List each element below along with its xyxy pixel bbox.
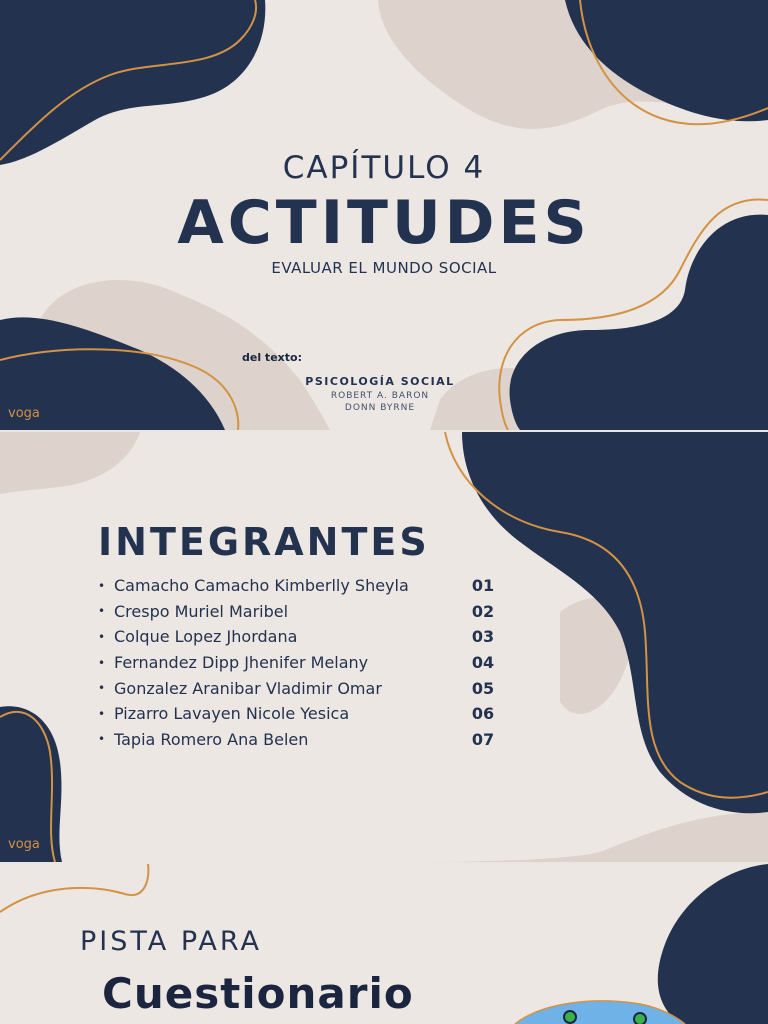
bullet: •	[98, 732, 106, 747]
slide-quiz	[0, 864, 768, 1024]
members-heading: INTEGRANTES	[98, 520, 430, 564]
member-list	[98, 573, 498, 752]
member-name: Fernandez Dipp Jhenifer Melany	[114, 653, 369, 673]
cover-subtitle: EVALUAR EL MUNDO SOCIAL	[271, 259, 497, 277]
sky-blob-bottom	[515, 1001, 685, 1024]
member-number: 05	[471, 678, 495, 698]
quiz-subtitle: PISTA PARA	[80, 926, 262, 957]
member-name: Tapia Romero Ana Belen	[114, 729, 309, 749]
list-item	[98, 675, 498, 701]
member-number: 04	[471, 653, 495, 673]
quiz-title: Cuestionario	[102, 969, 414, 1018]
brand-logo: voga	[8, 837, 40, 852]
member-name: Camacho Camacho Kimberlly Sheyla	[114, 576, 409, 596]
author-2: DONN BYRNE	[344, 403, 416, 413]
list-item	[98, 650, 498, 676]
member-name: Colque Lopez Jhordana	[114, 627, 298, 647]
bullet: •	[98, 655, 106, 670]
brand-logo: voga	[8, 406, 40, 421]
navy-blob-right	[462, 432, 768, 813]
slide-members	[0, 432, 768, 862]
source-label: del texto:	[242, 351, 302, 364]
list-item	[98, 624, 498, 650]
author-1: ROBERT A. BARON	[330, 391, 430, 401]
member-number: 03	[471, 627, 495, 647]
book-title: PSICOLOGÍA SOCIAL	[305, 375, 455, 388]
decor-dot-1	[564, 1011, 576, 1023]
member-number: 02	[471, 601, 495, 621]
navy-blob-right	[658, 864, 768, 1024]
bullet: •	[98, 578, 106, 593]
member-number: 01	[471, 576, 495, 596]
bullet: •	[98, 706, 106, 721]
light-blob-left-top	[0, 432, 140, 494]
member-name: Pizarro Lavayen Nicole Yesica	[114, 704, 350, 724]
member-name: Crespo Muriel Maribel	[114, 601, 289, 621]
slide-cover	[0, 0, 768, 430]
navy-blob-top-left	[0, 0, 265, 165]
light-blob-right	[430, 812, 768, 862]
member-number: 06	[471, 704, 495, 724]
member-number: 07	[471, 729, 495, 749]
bullet: •	[98, 604, 106, 619]
cover-title: ACTITUDES	[177, 188, 591, 258]
member-name: Gonzalez Aranibar Vladimir Omar	[114, 678, 382, 698]
bullet: •	[98, 681, 106, 696]
list-item	[98, 727, 498, 753]
orange-curve-top-left	[0, 864, 148, 912]
list-item	[98, 573, 498, 599]
bullet: •	[98, 629, 106, 644]
decor-dot-2	[634, 1013, 646, 1024]
chapter-label: CAPÍTULO 4	[282, 150, 486, 186]
list-item	[98, 599, 498, 625]
list-item	[98, 701, 498, 727]
